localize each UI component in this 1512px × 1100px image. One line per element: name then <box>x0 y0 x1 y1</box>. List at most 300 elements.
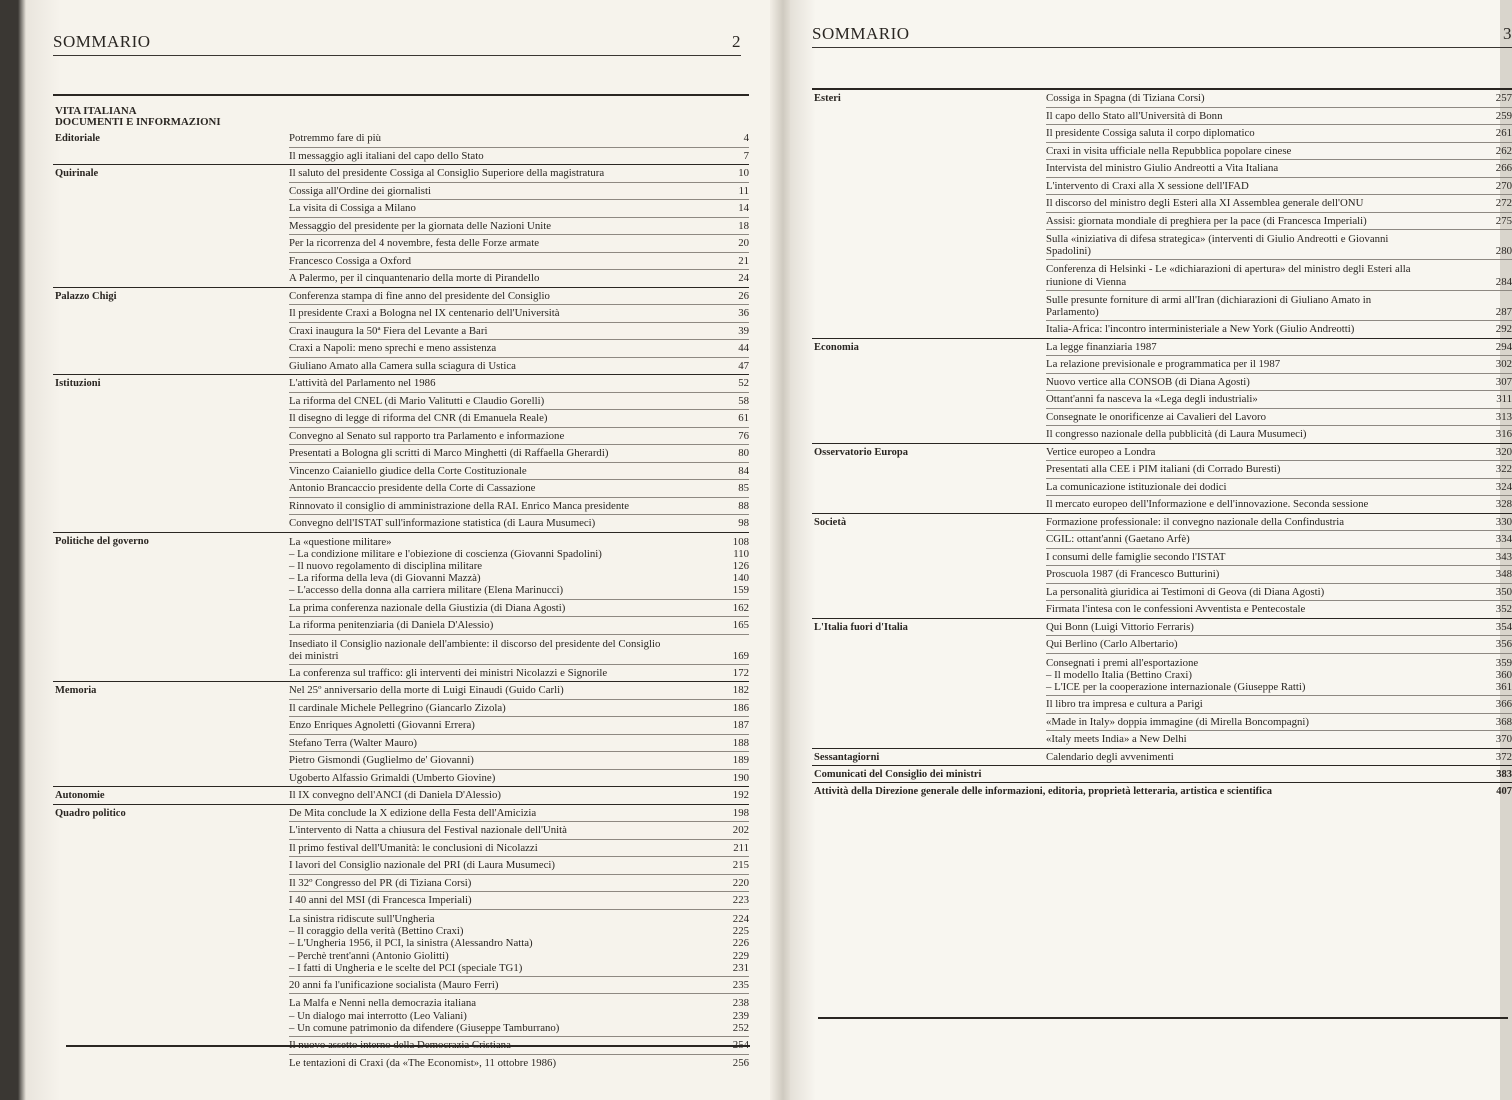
entry-pages <box>1496 639 1512 651</box>
entry-pages <box>744 133 749 145</box>
entry-title-line: La legge finanziaria 1987 <box>1046 340 1157 353</box>
entry-title <box>1046 517 1496 529</box>
entry-title-line: La riforma del CNEL (di Mario Valitutti e Claudio Gorelli) <box>289 394 545 407</box>
entry-pages <box>733 703 749 715</box>
entry-page-number: 322 <box>1495 463 1512 476</box>
entry-page-number: 172 <box>732 666 749 679</box>
entry-page-number: 220 <box>732 876 749 889</box>
left-page-header <box>53 32 741 56</box>
entry-pages <box>738 238 749 250</box>
entry-page-number: 26 <box>738 289 749 302</box>
entry-title-line: 20 anni fa l'unificazione socialista (Mauro Ferri) <box>289 978 499 991</box>
entry-title-line: La conferenza sul traffico: gli interventi dei ministri Nicolazzi e Signorile <box>289 666 608 679</box>
entry-page-number: 284 <box>1495 275 1512 288</box>
entry-page-number: 18 <box>738 219 749 232</box>
toc-entry <box>289 148 749 165</box>
entry-pages <box>1496 482 1512 494</box>
entry-title <box>1046 699 1496 711</box>
entry-pages <box>738 413 749 425</box>
entry-title-line: Pietro Gismondi (Guglielmo de' Giovanni) <box>289 754 474 767</box>
entry-pages <box>1496 359 1512 371</box>
entry-pages <box>733 997 749 1034</box>
entry-pages <box>1496 517 1512 529</box>
entry-title-line: L'attività del Parlamento nel 1986 <box>289 377 436 389</box>
entry-page-number: 356 <box>1495 638 1512 651</box>
entry-title-line: Il primo festival dell'Umanità: le conclusioni di Nicolazzi <box>289 841 538 854</box>
entry-title-line: – La riforma della leva (di Giovanni Mazzà) <box>289 572 481 585</box>
entry-title <box>289 843 733 855</box>
entry-title-line: Il IX convegno dell'ANCI (di Daniela D'Alessio) <box>289 789 501 802</box>
entry-title <box>289 168 738 180</box>
entry-page-number: 189 <box>732 754 749 767</box>
toc-entry <box>289 218 749 236</box>
entry-title <box>289 860 733 872</box>
entry-title-line: Rinnovato il consiglio di amministrazione della RAI. Enrico Manca presidente <box>289 499 630 512</box>
toc-section <box>812 513 1512 618</box>
entry-title-line: Le tentazioni di Craxi (da «The Economist», 11 ottobre 1986) <box>289 1056 557 1069</box>
entry-pages <box>1496 734 1512 746</box>
entry-pages <box>1496 412 1512 424</box>
entry-pages <box>738 256 749 268</box>
entry-page-number: 211 <box>733 841 749 854</box>
entry-title <box>1046 394 1496 406</box>
entry-pages <box>1496 128 1512 140</box>
entry-title <box>1046 569 1496 581</box>
entry-title <box>1046 93 1496 105</box>
entry-title-line: L'intervento di Craxi alla X sessione dell'IFAD <box>1046 179 1249 192</box>
entry-title-line: Cossiga all'Ordine dei giornalisti <box>289 184 431 197</box>
toc-entry <box>1046 213 1512 231</box>
entry-page-number: 4 <box>743 132 749 144</box>
entry-pages <box>733 603 749 615</box>
toc-entry <box>1046 143 1512 161</box>
page-number: 2 <box>732 32 741 51</box>
entry-title <box>1046 359 1496 371</box>
entry-title <box>1046 499 1496 511</box>
toc-entry <box>289 977 749 995</box>
entry-title <box>1046 604 1496 616</box>
entry-pages <box>1496 752 1512 764</box>
entry-title <box>289 448 738 460</box>
entry-pages <box>738 431 749 443</box>
entry-page-number: 330 <box>1495 515 1512 528</box>
entry-title-line: Consegnate le onorificenze ai Cavalieri del Lavoro <box>1046 410 1267 423</box>
entry-page-number: 350 <box>1495 585 1512 598</box>
toc-entry <box>289 410 749 428</box>
entry-title-line: Vertice europeo a Londra <box>1046 445 1156 458</box>
section-entries <box>289 130 749 164</box>
toc-entry <box>289 498 749 516</box>
entry-title-line: – Un comune patrimonio da difendere (Giuseppe Tamburrano) <box>289 1021 560 1034</box>
entry-pages <box>1496 394 1512 406</box>
entry-page-number: 11 <box>738 184 749 197</box>
entry-title-line: Cossiga in Spagna (di Tiziana Corsi) <box>1046 92 1205 104</box>
entry-page-number: 47 <box>738 359 749 372</box>
entry-title-line: Il presidente Cossiga saluta il corpo diplomatico <box>1046 127 1255 139</box>
entry-pages <box>1496 569 1512 581</box>
section-entries <box>289 787 749 804</box>
toc-entry <box>289 288 749 306</box>
entry-title <box>289 431 738 443</box>
entry-page-number: 61 <box>738 412 749 424</box>
entry-title <box>1046 482 1496 494</box>
entry-title-line: Il 32º Congresso del PR (di Tiziana Corsi) <box>289 876 472 889</box>
entry-pages <box>733 773 749 785</box>
entry-title <box>289 256 738 268</box>
toc-entry <box>289 270 749 287</box>
toc-section <box>53 804 749 1071</box>
entry-title <box>1046 111 1496 123</box>
entry-title-line: Qui Bonn (Luigi Vittorio Ferraris) <box>1046 620 1194 633</box>
section-title: Istituzioni <box>55 378 101 389</box>
entry-title <box>289 895 733 907</box>
entry-title-line: Vincenzo Caianiello giudice della Corte Costituzionale <box>289 464 527 477</box>
entry-pages <box>1496 534 1512 546</box>
entry-title <box>289 396 738 408</box>
entry-title-line: Ugoberto Alfassio Grimaldi (Umberto Giovine) <box>289 771 496 784</box>
section-title: Palazzo Chigi <box>55 290 117 302</box>
entry-title <box>289 466 738 478</box>
toc-entry <box>1046 731 1512 748</box>
entry-title-line: Antonio Brancaccio presidente della Corte di Cassazione <box>289 482 536 494</box>
toc-entry <box>289 717 749 735</box>
entry-title-line: Il saluto del presidente Cossiga al Consiglio Superiore della magistratura <box>289 167 605 179</box>
right-sections <box>812 90 1512 765</box>
entry-title <box>1046 233 1496 257</box>
entry-pages <box>1496 146 1512 158</box>
entry-page-number: 126 <box>732 559 749 572</box>
toc-section <box>53 532 749 682</box>
entry-title <box>1046 752 1496 764</box>
entry-page-number: 275 <box>1495 214 1512 227</box>
entry-page-number: 252 <box>732 1021 749 1034</box>
entry-title-line: Consegnati i premi all'esportazione <box>1046 656 1199 669</box>
section-title: Editoriale <box>55 133 100 144</box>
entry-pages <box>1496 499 1512 511</box>
entry-page-number: 272 <box>1495 197 1512 209</box>
entry-title-line: Il discorso del ministro degli Esteri alla XI Assemblea generale dell'ONU <box>1046 197 1364 209</box>
toc-entry <box>1046 514 1512 532</box>
entry-title <box>1046 146 1496 158</box>
section-title: Autonomie <box>55 790 105 802</box>
entry-title <box>289 738 733 750</box>
toc-entry <box>289 752 749 770</box>
toc-entry <box>289 340 749 358</box>
toc-entry <box>289 393 749 411</box>
section-title: Politiche del governo <box>55 535 149 547</box>
entry-pages <box>1496 552 1512 564</box>
entry-title <box>289 308 738 320</box>
entry-page-number: 352 <box>1495 603 1512 616</box>
entry-page-number: 76 <box>738 429 749 442</box>
entry-title <box>289 483 738 495</box>
entry-title-line: Conferenza di Helsinki - Le «dichiarazioni di apertura» del ministro degli Esteri alla <box>1046 263 1411 276</box>
toc-full-row <box>812 782 1512 799</box>
entry-pages <box>738 396 749 408</box>
entry-page-number: 80 <box>738 447 749 459</box>
right-toc <box>812 88 1512 799</box>
full-row-title: Comunicati del Consiglio dei ministri <box>814 769 982 781</box>
toc-entry <box>289 805 749 823</box>
entry-pages <box>733 1058 749 1070</box>
toc-entry <box>1046 566 1512 584</box>
entry-title <box>1046 717 1496 729</box>
entry-title <box>1046 377 1496 389</box>
entry-title <box>289 603 733 615</box>
entry-pages <box>744 151 749 163</box>
toc-entry <box>289 770 749 787</box>
entry-page-number: 354 <box>1495 620 1512 633</box>
entry-pages <box>1496 429 1512 441</box>
entry-title <box>289 755 733 767</box>
entry-title-line: La personalità giuridica ai Testimoni di Geova (di Diana Agosti) <box>1046 585 1325 598</box>
entry-pages <box>1496 276 1512 288</box>
entry-title-line: Presentati alla CEE i PIM italiani (di Corrado Buresti) <box>1046 463 1281 476</box>
entry-title <box>289 808 733 820</box>
entry-pages <box>1496 342 1512 354</box>
entry-title-line: Ottant'anni fa nasceva la «Lega degli industriali» <box>1046 393 1258 406</box>
entry-page-number: 215 <box>732 859 749 872</box>
toc-entry <box>1046 531 1512 549</box>
toc-section <box>53 164 749 287</box>
entry-title-line: – L'Ungheria 1956, il PCI, la sinistra (Alessandro Natta) <box>289 937 533 950</box>
entry-page-number: 110 <box>733 547 749 560</box>
entry-title <box>1046 639 1496 651</box>
entry-title <box>289 913 733 974</box>
toc-entry <box>1046 90 1512 108</box>
entry-title-line: Nuovo vertice alla CONSOB (di Diana Agosti) <box>1046 375 1250 388</box>
section-entries <box>289 533 749 682</box>
entry-title-line: Calendario degli avvenimenti <box>1046 750 1174 763</box>
entry-title <box>289 326 738 338</box>
entry-title <box>289 203 738 215</box>
entry-page-number: 334 <box>1495 533 1512 546</box>
entry-page-number: 14 <box>738 202 749 214</box>
entry-title <box>289 685 733 697</box>
entry-page-number: 320 <box>1495 445 1512 458</box>
entry-pages <box>733 808 749 820</box>
entry-title-line: Potremmo fare di più <box>289 132 382 144</box>
entry-title <box>1046 198 1496 210</box>
entry-title-line: Italia-Africa: l'incontro interministeriale a New York (Giulio Andreotti) <box>1046 323 1355 336</box>
entry-title-line: Il libro tra impresa e cultura a Parigi <box>1046 698 1203 711</box>
entry-page-number: 84 <box>738 464 749 477</box>
toc-entry <box>1046 749 1512 766</box>
toc-section <box>53 287 749 375</box>
section-entries <box>289 375 749 532</box>
toc-entry <box>1046 321 1512 338</box>
toc-entry <box>289 480 749 498</box>
toc-entry <box>289 358 749 375</box>
entry-title-line: – Un dialogo mai interrotto (Leo Valiani) <box>289 1009 467 1022</box>
section-entries <box>1046 619 1512 748</box>
entry-title-line: – I fatti di Ungheria e le scelte del PCI (speciale TG1) <box>289 961 523 974</box>
toc-entry <box>289 1055 749 1072</box>
entry-title <box>289 638 733 662</box>
toc-entry <box>1046 178 1512 196</box>
entry-title-line: «Made in Italy» doppia immagine (di Mirella Boncompagni) <box>1046 715 1309 728</box>
entry-title-line: I consumi delle famiglie secondo l'ISTAT <box>1046 550 1226 563</box>
toc-entry <box>1046 619 1512 637</box>
entry-page-number: 85 <box>738 482 749 494</box>
entry-page-number: 108 <box>732 535 749 548</box>
left-toc <box>53 94 749 1071</box>
toc-entry <box>1046 479 1512 497</box>
section-entries <box>1046 90 1512 338</box>
entry-page-number: 224 <box>732 912 749 925</box>
entry-pages <box>733 685 749 697</box>
section-title: Memoria <box>55 685 97 697</box>
entry-title-line: Parlamento) <box>1046 306 1099 319</box>
entry-title <box>1046 263 1496 287</box>
entry-title <box>1046 622 1496 634</box>
toc-entry <box>1046 461 1512 479</box>
entry-title-line: La Malfa e Nenni nella democrazia italiana <box>289 997 477 1010</box>
entry-page-number: 361 <box>1495 681 1512 694</box>
full-row-page: 407 <box>1496 786 1512 798</box>
entry-title <box>1046 734 1496 746</box>
entry-pages <box>733 738 749 750</box>
section-title: Esteri <box>814 93 841 104</box>
entry-page-number: 239 <box>732 1009 749 1022</box>
entry-page-number: 372 <box>1495 750 1512 763</box>
entry-page-number: 7 <box>743 149 749 162</box>
toc-entry <box>1046 291 1512 321</box>
toc-section <box>812 618 1512 748</box>
entry-page-number: 58 <box>738 394 749 407</box>
entry-page-number: 226 <box>732 937 749 950</box>
entry-title-line: «Italy meets India» a New Delhi <box>1046 733 1187 746</box>
toc-section <box>53 130 749 164</box>
entry-pages <box>738 308 749 320</box>
entry-pages <box>733 878 749 890</box>
toc-section <box>812 443 1512 513</box>
entry-page-number: 348 <box>1495 568 1512 581</box>
page-header-title: SOMMARIO <box>53 32 151 51</box>
entry-page-number: 39 <box>738 324 749 337</box>
toc-section <box>812 338 1512 443</box>
entry-page-number: 256 <box>732 1056 749 1069</box>
entry-title <box>289 703 733 715</box>
toc-main-heading-line: VITA ITALIANA <box>55 105 137 117</box>
entry-page-number: 261 <box>1495 127 1512 139</box>
entry-title <box>289 878 733 890</box>
entry-title-line: Per la ricorrenza del 4 novembre, festa delle Forze armate <box>289 237 540 249</box>
entry-pages <box>1496 587 1512 599</box>
entry-page-number: 225 <box>732 925 749 938</box>
toc-entry <box>1046 444 1512 462</box>
entry-title <box>289 720 733 732</box>
entry-pages <box>738 291 749 303</box>
entry-title <box>1046 163 1496 175</box>
toc-entry <box>289 875 749 893</box>
toc-entry <box>289 200 749 218</box>
entry-pages <box>1496 699 1512 711</box>
section-entries <box>289 805 749 1071</box>
entry-title <box>289 273 738 285</box>
section-title: Osservatorio Europa <box>814 446 909 458</box>
entry-title <box>289 518 738 530</box>
entry-title-line: La relazione previsionale e programmatica per il 1987 <box>1046 358 1281 371</box>
entry-page-number: 292 <box>1495 323 1512 336</box>
entry-title-line: Convegno dell'ISTAT sull'informazione statistica (di Laura Musumeci) <box>289 517 596 529</box>
entry-page-number: 36 <box>738 307 749 319</box>
entry-title <box>289 997 733 1034</box>
entry-title-line: La visita di Cossiga a Milano <box>289 202 416 214</box>
entry-page-number: 44 <box>738 342 749 354</box>
entry-page-number: 182 <box>732 684 749 697</box>
entry-page-number: 259 <box>1495 109 1512 122</box>
toc-entry <box>289 253 749 271</box>
entry-pages <box>738 326 749 338</box>
toc-section <box>53 786 749 804</box>
toc-section <box>812 748 1512 766</box>
entry-title-line: Il disegno di legge di riforma del CNR (di Emanuela Reale) <box>289 412 548 424</box>
entry-title-line: Giuliano Amato alla Camera sulla sciagura di Ustica <box>289 359 516 372</box>
entry-title <box>289 668 733 680</box>
toc-entry <box>289 857 749 875</box>
section-entries <box>1046 444 1512 513</box>
entry-pages <box>738 273 749 285</box>
toc-entry <box>1046 125 1512 143</box>
toc-entry <box>289 700 749 718</box>
entry-title-line: dei ministri <box>289 649 339 662</box>
entry-pages <box>733 913 749 974</box>
entry-title-line: Convegno al Senato sul rapporto tra Parlamento e informazione <box>289 429 565 442</box>
toc-entry <box>289 735 749 753</box>
entry-title-line: Il congresso nazionale della pubblicità (di Laura Musumeci) <box>1046 428 1307 441</box>
entry-title <box>289 413 738 425</box>
page-number: 3 <box>1503 24 1512 43</box>
toc-entry <box>289 305 749 323</box>
toc-entry <box>1046 584 1512 602</box>
entry-title-line: Enzo Enriques Agnoletti (Giovanni Errera) <box>289 719 475 732</box>
entry-title <box>1046 181 1496 193</box>
entry-title-line: Presentati a Bologna gli scritti di Marco Minghetti (di Raffaella Gherardi) <box>289 447 609 459</box>
entry-pages <box>1496 717 1512 729</box>
entry-pages <box>1496 216 1512 228</box>
entry-title-line: Il mercato europeo dell'Informazione e dell'innovazione. Seconda sessione <box>1046 498 1369 511</box>
toc-entry <box>289 183 749 201</box>
entry-title-line: Sulle presunte forniture di armi all'Iran (dichiarazioni di Giuliano Amato in <box>1046 293 1372 306</box>
entry-pages <box>1496 447 1512 459</box>
entry-pages <box>738 221 749 233</box>
toc-entry <box>289 515 749 532</box>
entry-page-number: 187 <box>732 719 749 732</box>
entry-pages <box>1496 306 1512 318</box>
entry-title-line: Spadolini) <box>1046 245 1091 258</box>
entry-pages <box>738 203 749 215</box>
entry-page-number: 257 <box>1495 92 1512 104</box>
toc-main-heading <box>53 96 749 130</box>
toc-entry <box>289 682 749 700</box>
entry-page-number: 159 <box>732 584 749 597</box>
entry-pages <box>733 620 749 632</box>
entry-page-number: 313 <box>1495 410 1512 423</box>
section-title: Economia <box>814 341 859 353</box>
full-row-page: 383 <box>1496 769 1512 781</box>
entry-page-number: 24 <box>738 272 749 284</box>
entry-page-number: 229 <box>732 949 749 962</box>
entry-page-number: 202 <box>732 824 749 837</box>
entry-pages <box>733 843 749 855</box>
entry-title <box>289 536 733 597</box>
entry-pages <box>1496 111 1512 123</box>
entry-pages <box>1496 245 1512 257</box>
entry-title <box>289 773 733 785</box>
toc-entry <box>1046 374 1512 392</box>
entry-title <box>1046 657 1496 694</box>
